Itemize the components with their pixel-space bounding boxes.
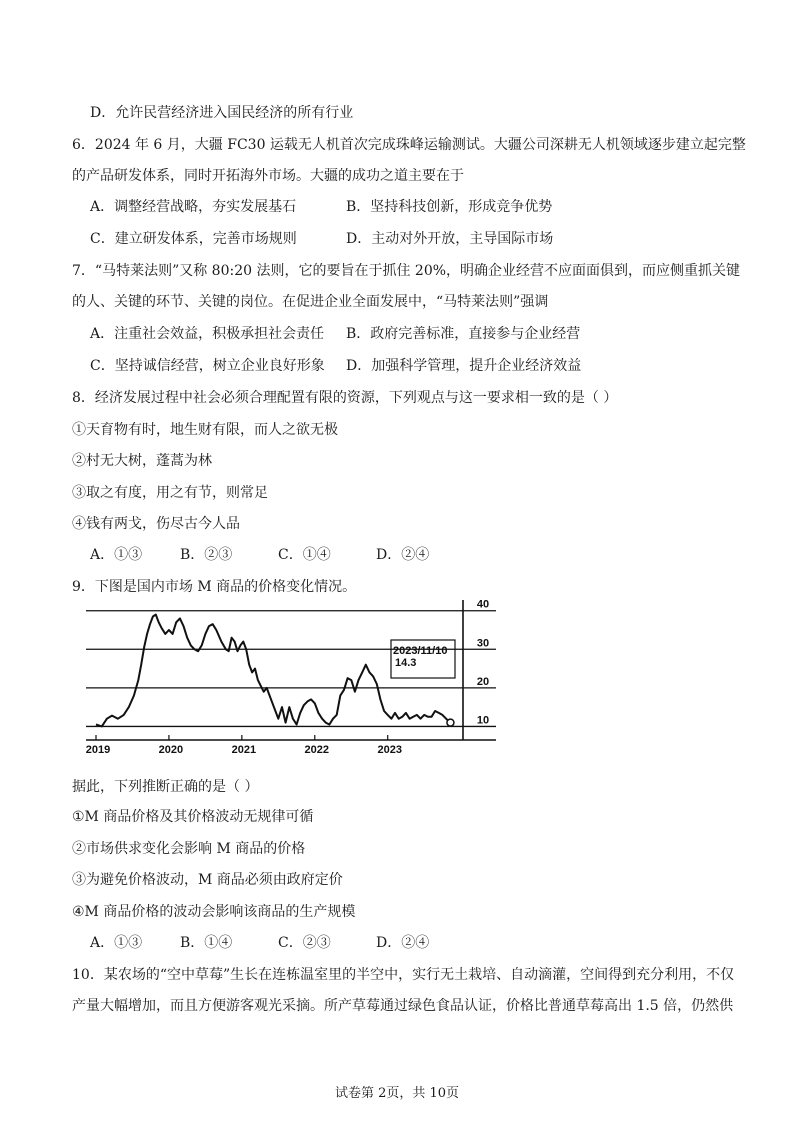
x-tick-label-2020: 2020 <box>158 744 184 756</box>
q6-option-c: C．建立研发体系，完善市场规则 <box>90 231 297 247</box>
price-series-line <box>96 615 450 727</box>
x-tick-label-2023: 2023 <box>377 744 402 756</box>
q5-option-d: D．允许民营经济进入国民经济的所有行业 <box>90 105 354 121</box>
chart-grid <box>86 600 496 740</box>
q6-option-d: D．主动对外开放，主导国际市场 <box>346 231 554 247</box>
x-tick-label-2021: 2021 <box>231 744 257 756</box>
q10-stem-line2: 产量大幅增加，而且方便游客观光采摘。所产草莓通过绿色食品认证，价格比普通草莓高出 1.5 倍，仍然供 <box>72 998 734 1014</box>
series-end-point <box>447 719 454 726</box>
y-tick-label-30: 30 <box>476 637 490 650</box>
price-chart <box>82 598 502 758</box>
page-footer: 试卷第 2页，共 10页 <box>334 1086 460 1101</box>
q8-item-2: ②村无大树，蓬蒿为林 <box>72 453 212 469</box>
q9-option-b: B．①④ <box>180 935 233 951</box>
q7-option-d: D．加强科学管理，提升企业经济效益 <box>346 358 582 374</box>
q9-stem: 9．下图是国内市场 M 商品的价格变化情况。 <box>72 579 357 595</box>
q9-option-c: C．②③ <box>278 935 331 951</box>
q8-option-b: B．②③ <box>180 547 233 563</box>
y-tick-label-40: 40 <box>476 598 490 611</box>
q7-option-a: A．注重社会效益，积极承担社会责任 <box>90 326 325 342</box>
x-tick-label-2019: 2019 <box>85 744 111 756</box>
chart-ticks <box>86 599 489 756</box>
q8-stem: 8．经济发展过程中社会必须合理配置有限的资源，下列观点与这一要求相一致的是（ ） <box>72 390 618 406</box>
q6-stem-line2: 的产品研发体系，同时开拓海外市场。大疆的成功之道主要在于 <box>72 168 464 184</box>
q6-option-b: B．坚持科技创新，形成竞争优势 <box>346 199 553 215</box>
y-tick-label-10: 10 <box>476 714 490 727</box>
q6-option-a: A．调整经营战略，夯实发展基石 <box>90 199 297 215</box>
q8-option-d: D．②④ <box>376 547 430 563</box>
q6-stem-line1: 6．2024 年 6 月，大疆 FC30 运载无人机首次完成珠峰运输测试。大疆公司深耕无人机领域逐步建立起完整 <box>72 137 746 153</box>
q8-item-1: ①天育物有时，地生财有限，而人之欲无极 <box>72 422 338 438</box>
annotation-value: 14.3 <box>395 657 417 669</box>
q8-item-3: ③取之有度，用之有节，则常足 <box>72 485 268 501</box>
q7-option-c: C．坚持诚信经营，树立企业良好形象 <box>90 358 325 374</box>
q10-stem-line1: 10．某农场的“空中草莓”生长在连栋温室里的半空中，实行无土栽培、自动滴灌，空间得到充分利用，不仅 <box>72 967 735 983</box>
q7-option-b: B．政府完善标准，直接参与企业经营 <box>346 326 581 342</box>
q9-item-1: ①M 商品价格及其价格波动无规律可循 <box>72 809 314 825</box>
q9-item-2: ②市场供求变化会影响 M 商品的价格 <box>72 841 306 857</box>
q9-option-d: D．②④ <box>376 935 430 951</box>
q9-item-3: ③为避免价格波动，M 商品必须由政府定价 <box>72 872 343 888</box>
annotation-date: 2023/11/10 <box>393 645 448 657</box>
q7-stem-line2: 的人、关键的环节、关键的岗位。在促进企业全面发展中，“马特莱法则”强调 <box>72 294 549 310</box>
q9-question: 据此，下列推断正确的是（ ） <box>72 779 259 795</box>
q9-item-4: ④M 商品价格的波动会影响该商品的生产规模 <box>72 904 356 920</box>
q7-stem-line1: 7．“马特莱法则”又称 80:20 法则，它的要旨在于抓住 20%，明确企业经营不应面面俱到，而应侧重抓关键 <box>72 263 741 279</box>
chart-annotation <box>391 640 455 678</box>
q8-item-4: ④钱有两戈，伤尽古今人品 <box>72 516 240 532</box>
q9-option-a: A．①③ <box>90 935 143 951</box>
q8-option-a: A．①③ <box>90 547 143 563</box>
q8-option-c: C．①④ <box>278 547 331 563</box>
x-tick-label-2022: 2022 <box>304 744 330 756</box>
y-tick-label-20: 20 <box>476 675 490 688</box>
